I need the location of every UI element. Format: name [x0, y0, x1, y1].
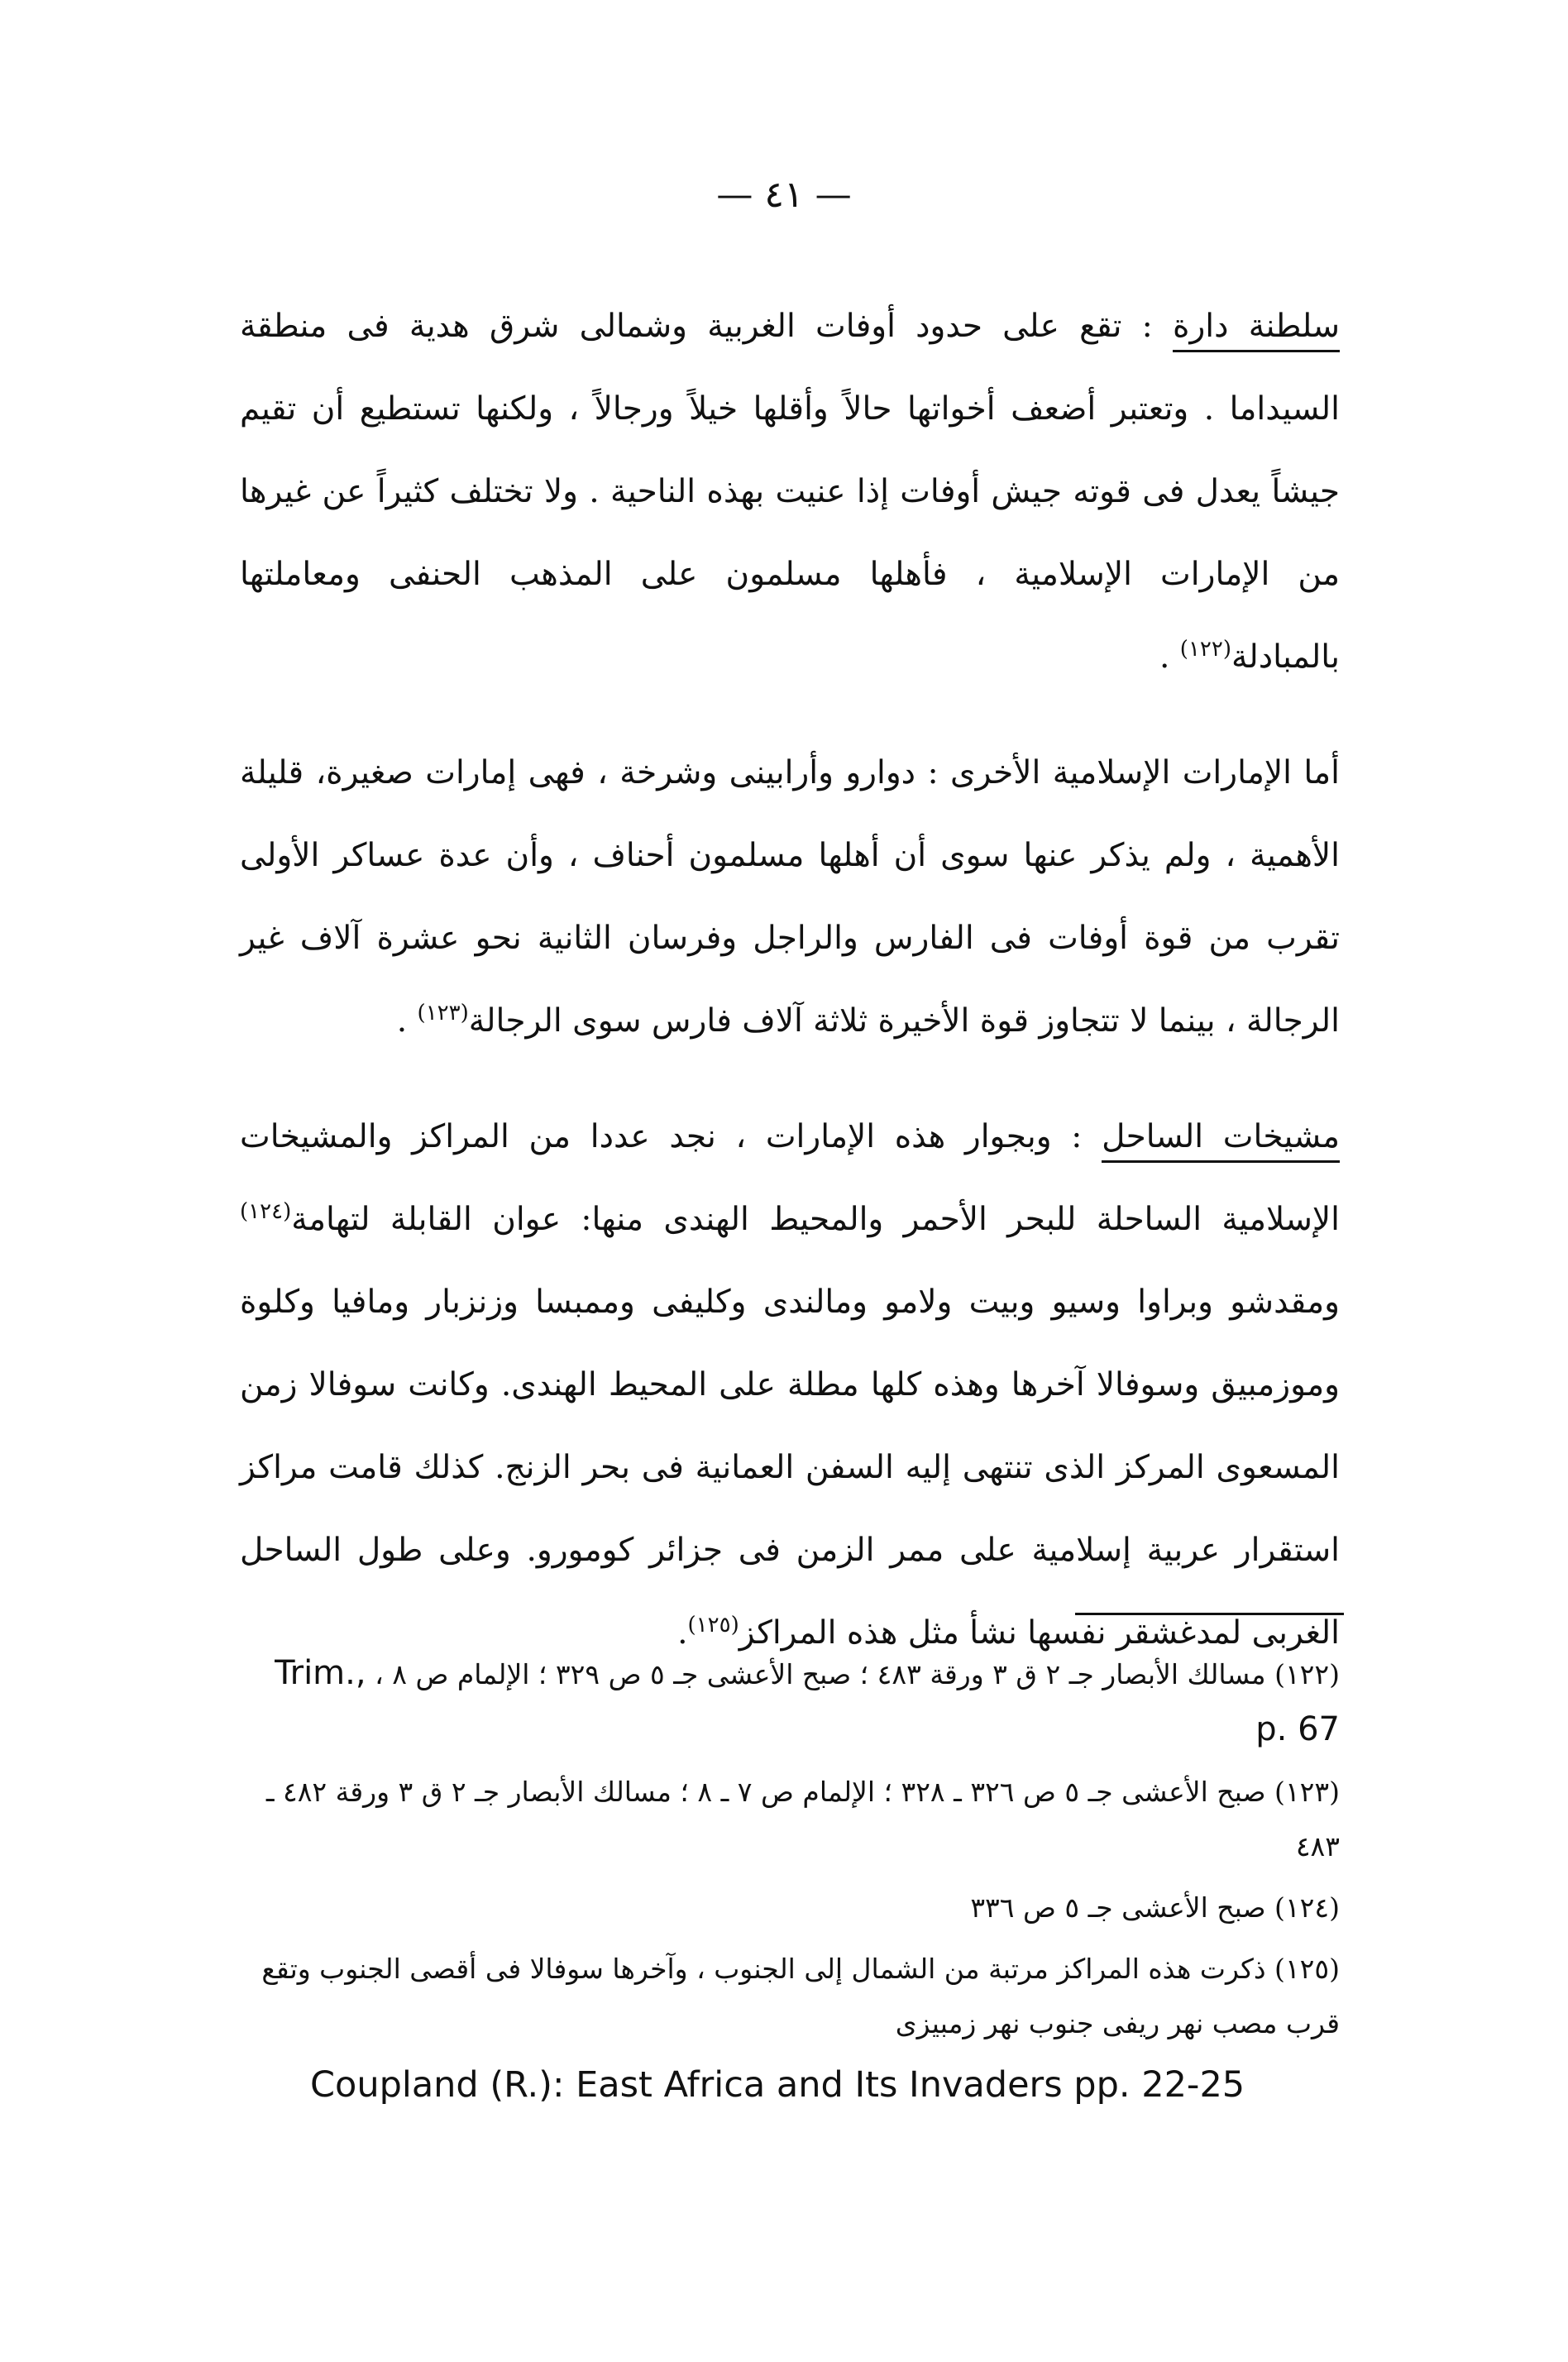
- citation-latin: Coupland (R.): East Africa and Its Invaders pp. 22-25: [310, 2064, 1245, 2106]
- footnote-text: (١٢٤) صبح الأعشى جـ ٥ ص ٣٣٦: [970, 1891, 1340, 1924]
- footnote-ref-123[interactable]: (١٢٣): [417, 1001, 469, 1026]
- footnote-divider: [1075, 1613, 1344, 1615]
- paragraph-lead-coast: مشيخات الساحل: [1102, 1118, 1340, 1163]
- main-text: [240, 285, 1340, 1675]
- footnote-text: (١٢٥) ذكرت هذه المراكز مرتبة من الشمال إلى الجنوب ، وآخرها سوفالا فى أقصى الجنوب وتقع قرب مصب نهر ريفى جنوب نهر زمبيزى: [261, 1953, 1340, 2039]
- paragraph-lead-darah: سلطنة دارة: [1173, 308, 1340, 352]
- page-number: — ٤١ —: [716, 174, 852, 216]
- paragraph-end: .: [396, 1002, 418, 1040]
- footnote-text: (١٢٢) مسالك الأبصار جـ ٢ ق ٣ ورقة ٤٨٣ ؛ صبح الأعشى جـ ٥ ص ٣٢٩ ؛ الإلمام ص ٨ ،: [375, 1658, 1340, 1690]
- footnote-122: [240, 1646, 1340, 1758]
- paragraph-coastal-sheikhdoms: [240, 1096, 1340, 1675]
- paragraph-text-continued: ومقدشو وبراوا وسيو وبيت ولامو ومالندى وكليفى وممبسا وزنزبار ومافيا وكلوة وموزمبيق وسوفالا آخرها وهذه كلها مطلة على المحيط الهندى. وكانت سوفالا زمن المسعوى المركز الذى تنتهى إليه السفن العمانية فى بحر الزنج. كذلك قامت مراكز استقرار عربية إسلامية على ممر الزمن فى جزائر كومورو. وعلى طول الساحل الغربى لمدغشقر نفسها نشأ مثل هذه المراكز: [240, 1284, 1340, 1652]
- footnote-ref-124[interactable]: (١٢٤): [240, 1199, 292, 1224]
- footnote-text: (١٢٣) صبح الأعشى جـ ٥ ص ٣٢٦ ـ ٣٢٨ ؛ الإلمام ص ٧ ـ ٨ ؛ مسالك الأبصار جـ ٢ ق ٣ ورقة ٤٨٢ ـ ٤٨٣: [265, 1776, 1340, 1862]
- paragraph-darah: [240, 285, 1340, 699]
- paragraph-other-emirates: [240, 732, 1340, 1063]
- footnote-123: [240, 1765, 1340, 1874]
- footnote-ref-125[interactable]: (١٢٥): [687, 1613, 739, 1638]
- paragraph-end: .: [677, 1614, 688, 1652]
- paragraph-text: أما الإمارات الإسلامية الأخرى : دوارو وأرابينى وشرخة ، فهى إمارات صغيرة، قليلة الأهمية ، ولم يذكر عنها سوى أن أهلها مسلمون أحناف ، وأن عدة عساكر الأولى تقرب من قوة أوفات فى الفارس والراجل وفرسان الثانية نحو عشرة آلاف غير الرجالة ، بينما لا تتجاوز قوة الأخيرة ثلاثة آلاف فارس سوى الرجالة: [240, 754, 1340, 1040]
- paragraph-text: : وبجوار هذه الإمارات ، نجد عددا من المراكز والمشيخات الإسلامية الساحلة للبحر الأحمر والمحيط الهندى منها: عوان القابلة لتهامة: [240, 1118, 1340, 1238]
- paragraph-text: : تقع على حدود أوفات الغربية وشمالى شرق هدية فى منطقة السيداما . وتعتبر أضعف أخواتها حالاً وأقلها خيلاً ورجالاً ، ولكنها تستطيع أن تقيم جيشاً يعدل فى قوته جيش أوفات إذا عنيت بهذه الناحية . ولا تختلف كثيراً عن غيرها من الإمارات الإسلامية ، فأهلها مسلمون على المذهب الحنفى ومعاملتها بالمبادلة: [240, 308, 1340, 676]
- footnote-latin: Trim., p. 67: [275, 1654, 1340, 1748]
- footnote-ref-122[interactable]: (١٢٢): [1179, 637, 1232, 662]
- footnotes: [240, 1646, 1340, 2112]
- footnote-125: [240, 1942, 1340, 2051]
- footnote-124: [240, 1881, 1340, 1935]
- paragraph-end: .: [1159, 638, 1180, 676]
